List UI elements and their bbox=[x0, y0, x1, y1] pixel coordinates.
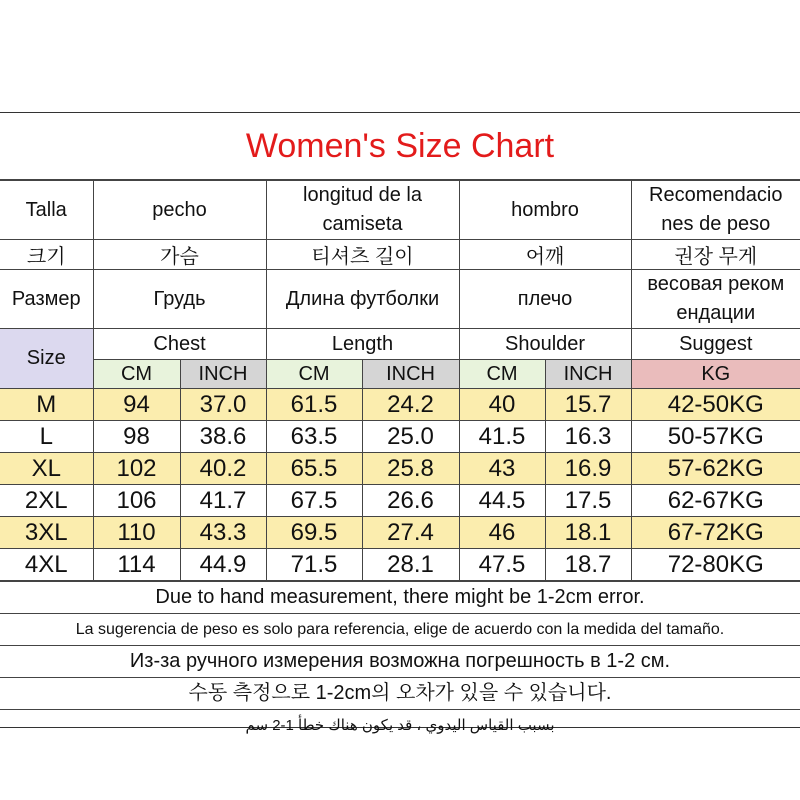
shoulder-cm-cell: 44.5 bbox=[459, 485, 545, 517]
shoulder-inch-cell: 16.3 bbox=[545, 421, 631, 453]
shoulder-inch-cell: 15.7 bbox=[545, 389, 631, 421]
table-row bbox=[0, 485, 800, 517]
weight-cell: 42-50KG bbox=[631, 389, 800, 421]
chart-title: Women's Size Chart bbox=[0, 113, 800, 180]
note-english: Due to hand measurement, there might be 1-2cm error. bbox=[0, 581, 800, 613]
size-cell: M bbox=[0, 389, 93, 421]
chest-inch-cell: 44.9 bbox=[180, 549, 266, 581]
size-table bbox=[0, 180, 800, 581]
chest-cm-cell: 106 bbox=[93, 485, 180, 517]
header-weight: 권장 무게 bbox=[631, 240, 800, 270]
header-row-korean bbox=[0, 240, 800, 270]
length-cm-cell: 67.5 bbox=[266, 485, 362, 517]
weight-cell: 50-57KG bbox=[631, 421, 800, 453]
chest-inch-cell: 37.0 bbox=[180, 389, 266, 421]
header-chest: Грудь bbox=[93, 270, 266, 329]
note-spanish: La sugerencia de peso es solo para referencia, elige de acuerdo con la medida del tamaño. bbox=[0, 613, 800, 645]
chest-inch-cell: 43.3 bbox=[180, 517, 266, 549]
header-size: 크기 bbox=[0, 240, 93, 270]
header-length: longitud de la camiseta bbox=[266, 181, 459, 240]
chest-cm-cell: 94 bbox=[93, 389, 180, 421]
table-row bbox=[0, 549, 800, 581]
size-chart bbox=[0, 112, 800, 734]
weight-cell: 72-80KG bbox=[631, 549, 800, 581]
header-shoulder: 어깨 bbox=[459, 240, 631, 270]
unit-chest-inch: INCH bbox=[180, 360, 266, 389]
length-inch-cell: 24.2 bbox=[362, 389, 459, 421]
chest-cm-cell: 102 bbox=[93, 453, 180, 485]
group-chest: Chest bbox=[93, 329, 266, 360]
header-length: 티셔츠 길이 bbox=[266, 240, 459, 270]
weight-cell: 57-62KG bbox=[631, 453, 800, 485]
size-header: Size bbox=[0, 329, 93, 389]
header-row-russian bbox=[0, 270, 800, 329]
header-length: Длина футболки bbox=[266, 270, 459, 329]
group-suggest: Suggest bbox=[631, 329, 800, 360]
length-cm-cell: 61.5 bbox=[266, 389, 362, 421]
unit-weight-kg: KG bbox=[631, 360, 800, 389]
shoulder-cm-cell: 46 bbox=[459, 517, 545, 549]
chest-cm-cell: 110 bbox=[93, 517, 180, 549]
size-cell: 2XL bbox=[0, 485, 93, 517]
chest-cm-cell: 114 bbox=[93, 549, 180, 581]
table-row bbox=[0, 453, 800, 485]
table-row bbox=[0, 421, 800, 453]
shoulder-cm-cell: 43 bbox=[459, 453, 545, 485]
weight-cell: 62-67KG bbox=[631, 485, 800, 517]
size-cell: 4XL bbox=[0, 549, 93, 581]
size-cell: 3XL bbox=[0, 517, 93, 549]
chest-cm-cell: 98 bbox=[93, 421, 180, 453]
length-inch-cell: 25.0 bbox=[362, 421, 459, 453]
length-inch-cell: 28.1 bbox=[362, 549, 459, 581]
header-chest: 가슴 bbox=[93, 240, 266, 270]
unit-length-inch: INCH bbox=[362, 360, 459, 389]
size-cell: L bbox=[0, 421, 93, 453]
header-shoulder: плечо bbox=[459, 270, 631, 329]
shoulder-inch-cell: 18.7 bbox=[545, 549, 631, 581]
length-cm-cell: 69.5 bbox=[266, 517, 362, 549]
header-weight: Recomendacio nes de peso bbox=[631, 181, 800, 240]
header-row-spanish bbox=[0, 181, 800, 240]
chest-inch-cell: 40.2 bbox=[180, 453, 266, 485]
unit-shoulder-cm: CM bbox=[459, 360, 545, 389]
shoulder-cm-cell: 47.5 bbox=[459, 549, 545, 581]
unit-length-cm: CM bbox=[266, 360, 362, 389]
length-inch-cell: 27.4 bbox=[362, 517, 459, 549]
header-size: Размер bbox=[0, 270, 93, 329]
note-russian: Из-за ручного измерения возможна погрешность в 1-2 см. bbox=[0, 645, 800, 677]
note-korean: 수동 측정으로 1-2cm의 오차가 있을 수 있습니다. bbox=[0, 677, 800, 709]
group-shoulder: Shoulder bbox=[459, 329, 631, 360]
size-cell: XL bbox=[0, 453, 93, 485]
weight-cell: 67-72KG bbox=[631, 517, 800, 549]
unit-header-row bbox=[0, 360, 800, 389]
table-row bbox=[0, 389, 800, 421]
group-length: Length bbox=[266, 329, 459, 360]
shoulder-cm-cell: 40 bbox=[459, 389, 545, 421]
header-chest: pecho bbox=[93, 181, 266, 240]
header-size: Talla bbox=[0, 181, 93, 240]
chest-inch-cell: 41.7 bbox=[180, 485, 266, 517]
group-header-row bbox=[0, 329, 800, 360]
note-arabic: بسبب القياس اليدوي ، قد يكون هناك خطأ 1-2 سم bbox=[0, 709, 800, 741]
shoulder-inch-cell: 18.1 bbox=[545, 517, 631, 549]
length-cm-cell: 63.5 bbox=[266, 421, 362, 453]
unit-chest-cm: CM bbox=[93, 360, 180, 389]
length-cm-cell: 71.5 bbox=[266, 549, 362, 581]
shoulder-inch-cell: 17.5 bbox=[545, 485, 631, 517]
length-inch-cell: 26.6 bbox=[362, 485, 459, 517]
length-cm-cell: 65.5 bbox=[266, 453, 362, 485]
shoulder-cm-cell: 41.5 bbox=[459, 421, 545, 453]
chest-inch-cell: 38.6 bbox=[180, 421, 266, 453]
header-shoulder: hombro bbox=[459, 181, 631, 240]
header-weight: весовая реком ендации bbox=[631, 270, 800, 329]
table-row bbox=[0, 517, 800, 549]
unit-shoulder-inch: INCH bbox=[545, 360, 631, 389]
length-inch-cell: 25.8 bbox=[362, 453, 459, 485]
shoulder-inch-cell: 16.9 bbox=[545, 453, 631, 485]
